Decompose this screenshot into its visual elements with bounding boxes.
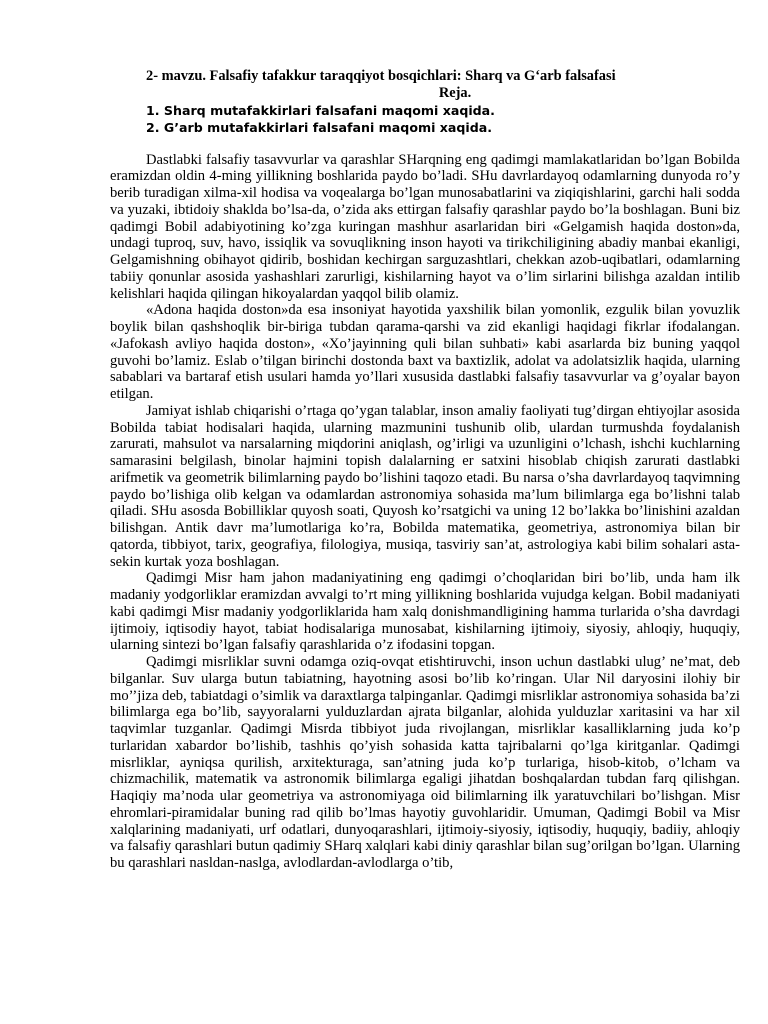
plan-item-1: 1. Sharq mutafakkirlari falsafani maqomi xaqida. bbox=[146, 102, 495, 118]
paragraph-4: Qadimgi Misr ham jahon madaniyatining eng qadimgi o’choqlaridan biri bo’lib, unda ham ilk madaniy yodgorliklar eramizdan avvalgi to’rt ming yillikning boshlarida vujudga kelgan. Bobil madaniyati kabi qadimgi Misr madaniy yodgorliklarida ham xalq donishmandligining hamma turlarida o’sha davrdagi ijtimoiy, iqtisodiy hayot, tabiat hodisalariga munosabat, kishilarning ijtimoiy, siyosiy, ahloqiy, huquqiy, ularning sintezi bo’lgan falsafiy qarashlarida o’z ifodasini topgan. bbox=[110, 570, 740, 654]
document-page bbox=[110, 68, 740, 872]
plan-heading: Reja. bbox=[438, 84, 472, 101]
plan-list bbox=[110, 102, 740, 136]
plan-item-2: 2. G’arb mutafakkirlari falsafani maqomi xaqida. bbox=[146, 119, 493, 135]
document-title: 2- mavzu. Falsafiy tafakkur taraqqiyot bosqichlari: Sharq va G‘arb falsafasi bbox=[146, 68, 616, 84]
paragraph-1: Dastlabki falsafiy tasavvurlar va qarashlar SHarqning eng qadimgi mamlakatlaridan bo’lgan Bobilda eramizdan oldin 4-ming yillikning boshlarida paydo bo’ladi. SHu davrlardayoq odamlarning dunyoda ro’y berib turadigan xilma-xil hodisa va voqealarga bo’lgan munosabatlarini va ziqiqishlarini, garchi hali sodda va yuzaki, ibtidoiy shaklda bo’lsa-da, o’zida aks ettirgan falsafiy qarashlar paydo bo’la boshlagan. Buni biz qadimgi Bobil adabiyotining ko’zga kuringan mashhur asarlaridan biri «Gelgamish haqida doston»da, undagi tuproq, suv, havo, issiqlik va sovuqlikning inson hayoti va tirikchiligining abadiy manbai ekanligi, Gelgamishning obihayot qidirib, boshidan kechirgan sarguzashtlari, chekkan azob-uqibatlari, odamlarning tabiiy qonunlar asosida yashashlari zarurligi, kishilarning hayot va o’lim sirlarini bilishga azaldan intilib kelishlari haqida qilingan hikoyalardan yaqqol bilib olamiz. bbox=[110, 151, 740, 302]
paragraph-3: Jamiyat ishlab chiqarishi o’rtaga qo’ygan talablar, inson amaliy faoliyati tug’dirgan ehtiyojlar asosida Bobilda tabiat hodisalari haqida, ularning mazmunini tushunib olib, ulardan turmushda foydalanish zarurati, mahsulot va narsalarning miqdorini aniqlash, og’irligi va uzunligini o’lchash, ishchi kuchlarning samarasini belgilash, binolar hajmini topish dalalarning er satxini hisoblab chiqish zarurati dastlabki arifmetik va geometrik bilimlarning paydo bo’lishini taqozo etadi. Bu narsa o’sha davrlardayoq taqvimning paydo bo’lishiga olib kelgan va odamlardan astronomiya sohasida ma’lum bilimlarga ega bo’lishni talab qiladi. SHu asosda Bobilliklar quyosh soati, Quyosh ko’rsatgichi va uning 12 bo’lakka bo’linishini azaldan bilishgan. Antik davr ma’lumotlariga ko’ra, Bobilda matematika, geometriya, astronomiya bilan bir qatorda, tibbiyot, tarix, geografiya, filologiya, musiqa, tasviriy san’at, astrologiya kabi bilim sohalari asta-sekin kurtak yoza boshlagan. bbox=[110, 402, 740, 570]
paragraph-5: Qadimgi misrliklar suvni odamga oziq-ovqat etishtiruvchi, inson uchun dastlabki ulug’ ne’mat, deb bilganlar. Suv ularga butun tabiatning, hayotning asosi bo’lib ko’ringan. Ular Nil daryosini ilohiy bir mo’’jiza deb, tabiatdagi o’simlik va daraxtlarga talpinganlar. Qadimgi misrliklar astronomiya sohasida ba’zi bilimlarga ega bo’lib, sayyoralarni yulduzlardan ajrata bilganlar, alohida yulduzlar xaritasini va har xil taqvimlar tuzganlar. Qadimgi Misrda tibbiyot juda rivojlangan, misrliklar kasalliklarning juda ko’p turlaridan xabardor bo’lishib, tashhis qo’yish sohasida katta tajribalarni qo’lga kiritganlar. Qadimgi misrliklar, ayniqsa qurilish, arxitekturaga, san’atning juda ko’p turlariga, hisob-kitob, o’lcham va chizmachilik, matematik va astronomik bilimlarga egaligi jihatdan boshqalardan tubdan farq qilishgan. Haqiqiy ma’noda ular geometriya va astronomiyaga oid bilimlarning ilk yaratuvchilari bo’lishgan. Misr ehromlari-piramidalar buning rad qilib bo’lmas hayotiy guvohlaridir. Umuman, Qadimgi Bobil va Misr xalqlarining madaniyati, urf odatlari, dunyoqarashlari, ijtimoiy-siyosiy, iqtisodiy, huquqiy, badiiy, ahloqiy va falsafiy qarashlari butun qadimiy SHarq xalqlari kabi diniy qarashlar bilan sug’orilgan bo’lgan. Ularning bu qarashlari nasldan-naslga, avlodlardan-avlodlarga o’tib, bbox=[110, 654, 740, 871]
paragraph-2: «Adona haqida doston»da esa insoniyat hayotida yaxshilik bilan yomonlik, ezgulik bilan yovuzlik boylik bilan qashshoqlik bir-biriga tubdan qarama-qarshi va zid ekanligi haqidagi fikrlar ifodalangan. «Jafokash avliyo haqida doston», «Xo’jayinning quli bilan suhbati» kabi asarlarda biz buning yaqqol guvohi bo’lamiz. Eslab o’tilgan birinchi dostonda baxt va baxtizlik, adolat va adolatsizlik haqida, ularning sabablari va bartaraf etish usulari hamda yo’llari xususida dastlabki falsafiy tasavvurlar va g’oyalar bayon etilgan. bbox=[110, 302, 740, 402]
